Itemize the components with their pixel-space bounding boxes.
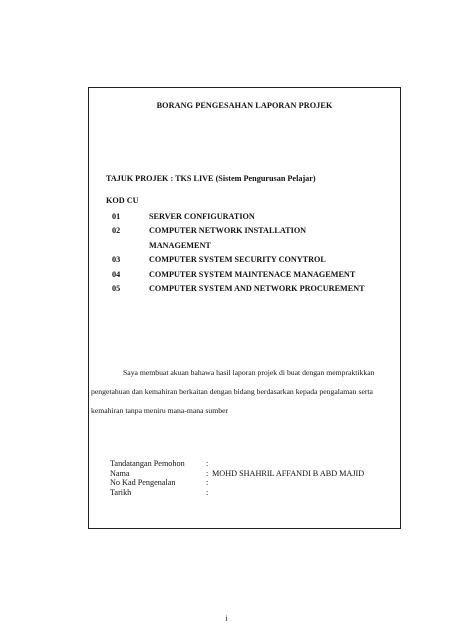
cu-number: 02: [112, 226, 121, 236]
signature-label: Tandatangan Pemohon: [110, 459, 185, 468]
cu-item: [112, 253, 402, 267]
signature-colon: :: [206, 459, 209, 468]
cu-item: [112, 224, 402, 238]
declaration: [91, 363, 400, 420]
cu-item: [112, 282, 402, 296]
signature-row: [110, 459, 364, 469]
name-colon: :: [206, 468, 209, 478]
cu-number: 04: [112, 269, 121, 279]
date-label: Tarikh: [110, 487, 132, 497]
form-title: BORANG PENGESAHAN LAPORAN PROJEK: [156, 101, 333, 110]
ic-colon: :: [206, 478, 209, 488]
cu-number: [112, 239, 149, 253]
cu-name: SERVER CONFIGURATION: [149, 212, 255, 221]
name-row: [110, 469, 364, 479]
cu-number: 03: [112, 255, 121, 265]
cu-number: 01: [112, 212, 121, 221]
cu-name: COMPUTER SYSTEM SECURITY CONYTROL: [149, 255, 326, 265]
declaration-text: Saya membuat akuan bahawa hasil laporan projek di buat dengan mempraktikkan pengetahuan dan kemahiran berkaitan dengan bidang berdasarkan kepada pengalaman serta kemahiran tanpa meniru mana-mana sumber: [91, 368, 375, 415]
cu-name: COMPUTER SYSTEM MAINTENACE MANAGEMENT: [149, 269, 356, 279]
name-value: MOHD SHAHRIL AFFANDI B ABD MAJID: [212, 468, 365, 478]
date-colon: :: [206, 487, 209, 497]
cu-name: MANAGEMENT: [149, 240, 211, 250]
cu-number: 05: [112, 284, 121, 294]
signature-block: [110, 459, 364, 497]
ic-label: No Kad Pengenalan: [110, 478, 176, 488]
cu-item: [112, 268, 402, 282]
project-title: TAJUK PROJEK : TKS LIVE (Sistem Pengurusan Pelajar): [106, 174, 316, 183]
name-label: Nama: [110, 468, 130, 478]
kod-cu-label: KOD CU: [106, 196, 139, 205]
cu-item: [112, 210, 402, 224]
page-number: i: [225, 614, 228, 623]
cu-item-continuation: [112, 239, 402, 253]
ic-row: [110, 478, 364, 488]
cu-list: [112, 210, 402, 296]
cu-name: COMPUTER NETWORK INSTALLATION: [149, 226, 307, 236]
date-row: [110, 488, 364, 498]
cu-name: COMPUTER SYSTEM AND NETWORK PROCUREMENT: [149, 284, 365, 294]
